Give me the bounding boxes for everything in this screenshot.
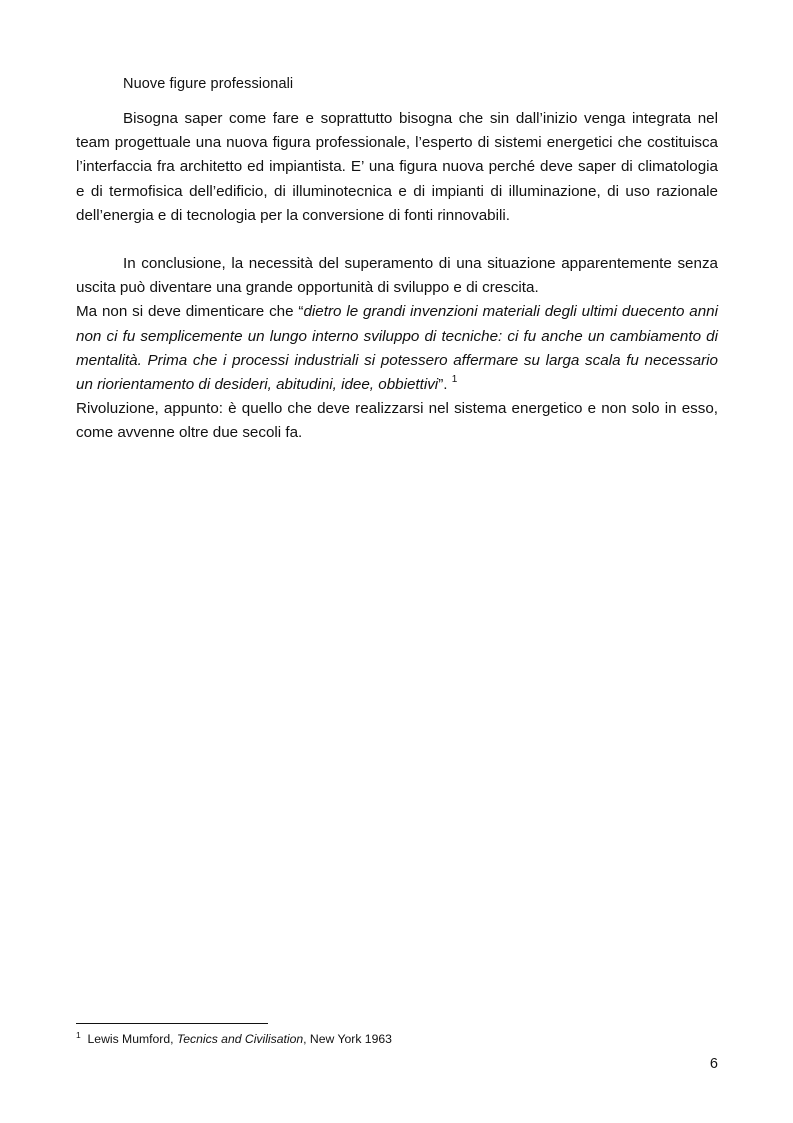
paragraph-conclusion: In conclusione, la necessità del superamento di una situazione apparentemente senza uscita può diventare una grande opportunità di sviluppo e di crescita.: [76, 255, 718, 297]
footnote-publication: , New York 1963: [303, 1032, 392, 1046]
conclusion-block: [76, 252, 718, 446]
footnote-title: Tecnics and Civilisation: [176, 1032, 304, 1046]
page-number: 6: [709, 1056, 718, 1072]
quote-lead: Ma non si deve dimenticare che “: [76, 303, 304, 321]
paragraph-professional-figure: Bisogna saper come fare e soprattutto bisogna che sin dall’inizio venga integrata nel team progettuale una nuova figura professionale, l’esperto di sistemi energetici che costituisca l’interfaccia fra architetto ed impiantista. E’ una figura nuova perché deve saper di climatologia e di termofisica dell’edificio, di illuminotecnica e di impianti di illuminazione, di uso razionale dell’energia e di tecnologia per la conversione di fonti rinnovabili.: [76, 110, 718, 224]
quote-text: dietro le grandi invenzioni materiali degli ultimi duecento anni non ci fu semplicemente un lungo interno sviluppo di tecniche: ci fu anche un cambiamento di mentalità. Prima che i processi industriali si potessero affermare su larga scala fu necessario un riorientamento di desideri, abitudini, idee, obbiettivi: [76, 303, 718, 394]
section-heading: Nuove figure professionali: [123, 76, 294, 92]
footnote-reference: 1: [451, 374, 458, 386]
paragraph-revolution: Rivoluzione, appunto: è quello che deve realizzarsi nel sistema energetico e non solo in esso, come avvenne oltre due secoli fa.: [76, 400, 718, 442]
footnote: [76, 1031, 392, 1047]
footnote-separator: [76, 1023, 268, 1024]
footnote-marker: 1: [76, 1030, 81, 1040]
footnote-author: Lewis Mumford,: [87, 1032, 177, 1046]
paragraph-quote: [76, 300, 718, 397]
quote-tail: ”.: [438, 376, 448, 394]
